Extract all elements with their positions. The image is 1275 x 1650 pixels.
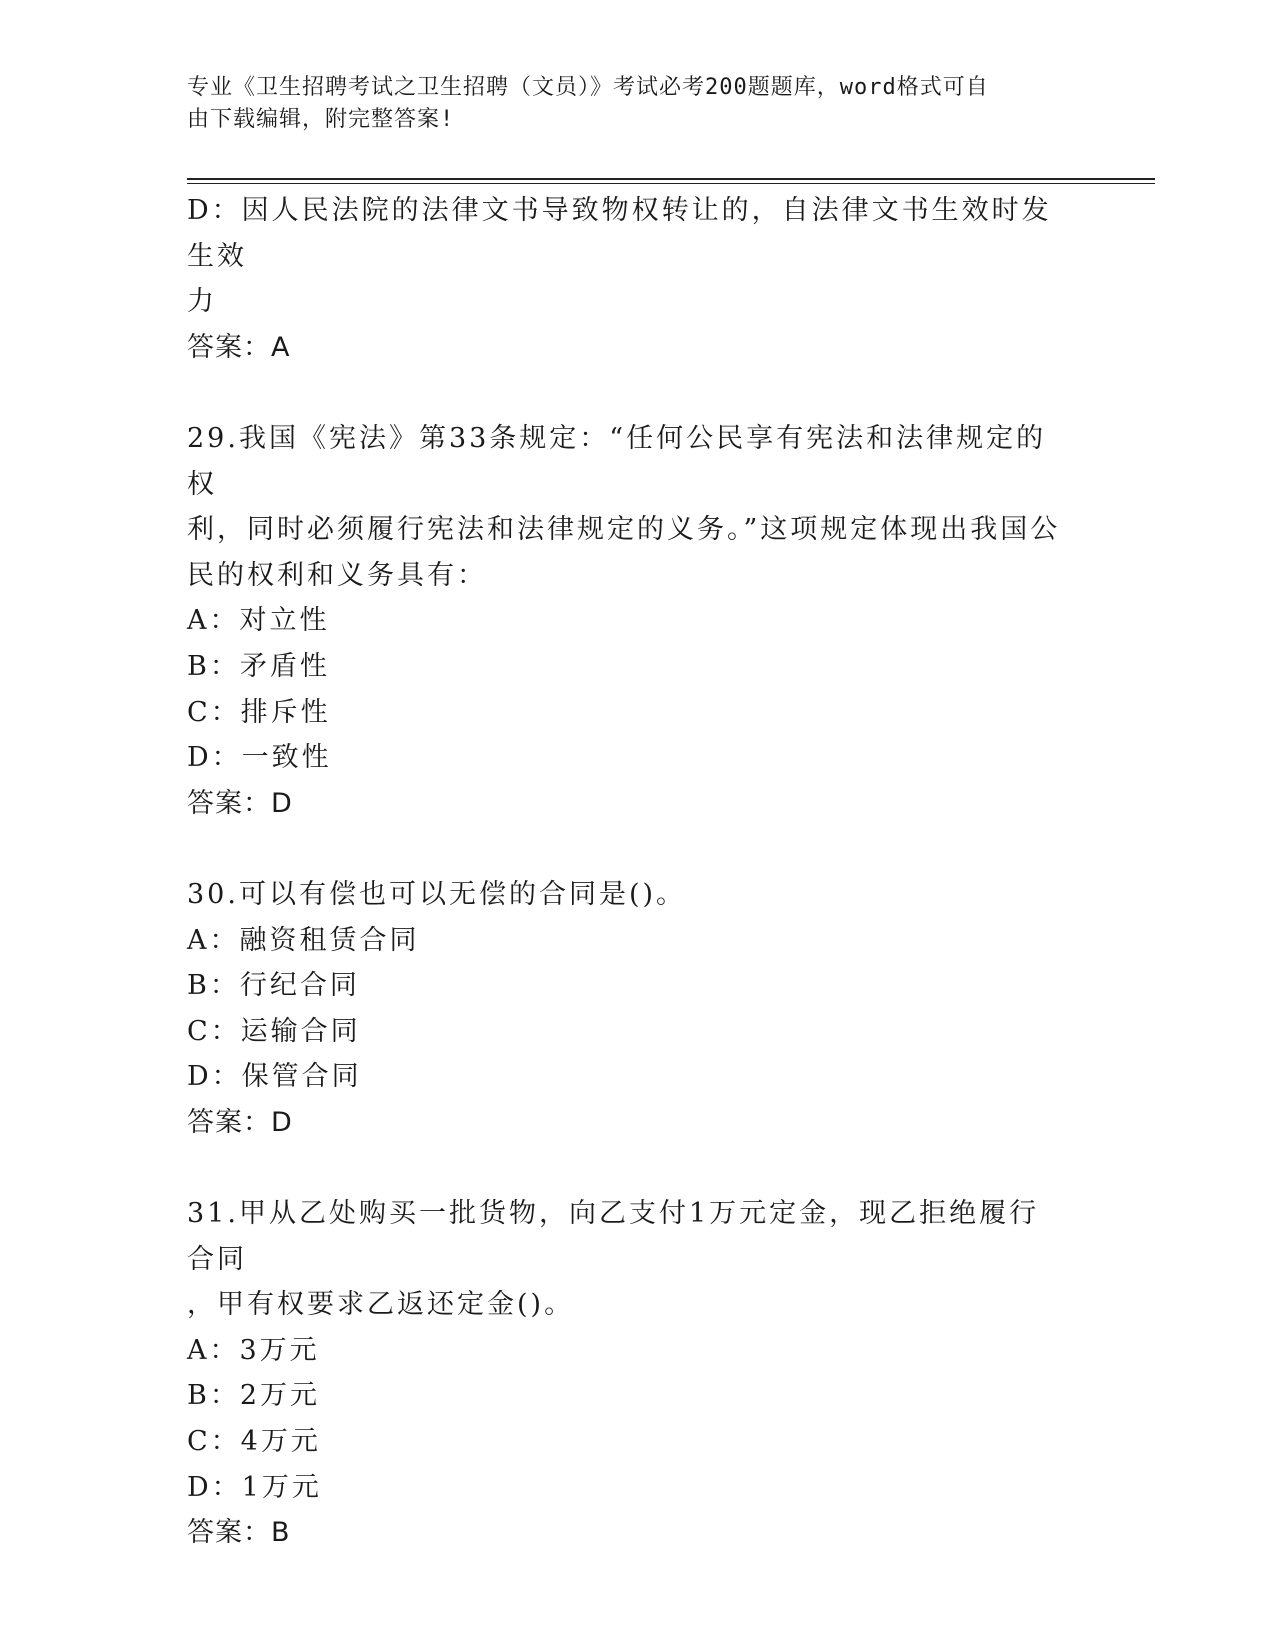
answer: 答案：A <box>187 331 291 363</box>
option-d: D：一致性 <box>187 742 332 774</box>
question-text: 31.甲从乙处购买一批货物，向乙支付1万元定金，现乙拒绝履行合同 <box>187 1198 1040 1275</box>
question-29 <box>187 416 1067 826</box>
option-c: C：排斥性 <box>187 696 331 728</box>
answer: 答案：D <box>187 787 293 819</box>
option-d-continued: 力 <box>187 286 217 318</box>
question-list <box>187 188 1067 1556</box>
answer: 答案：B <box>187 1517 291 1549</box>
question-31 <box>187 1191 1067 1556</box>
option-a: A：3万元 <box>187 1334 320 1366</box>
option-a: A：对立性 <box>187 605 330 637</box>
option-d: D：1万元 <box>187 1471 322 1503</box>
option-b: B：矛盾性 <box>187 650 330 682</box>
answer: 答案：D <box>187 1106 293 1138</box>
option-d: D：保管合同 <box>187 1061 362 1093</box>
question-30 <box>187 872 1067 1146</box>
spacer <box>187 1145 1067 1191</box>
option-a: A：融资租赁合同 <box>187 924 420 956</box>
header-line-2: 由下载编辑，附完整答案! <box>187 107 455 132</box>
question-text: 30.可以有偿也可以无偿的合同是()。 <box>187 878 687 910</box>
option-b: B：行纪合同 <box>187 970 360 1002</box>
question-text: ，甲有权要求乙返还定金()。 <box>187 1289 575 1321</box>
option-c: C：运输合同 <box>187 1015 361 1047</box>
header-divider-thick <box>187 178 1155 180</box>
spacer <box>187 370 1067 416</box>
question-text: 民的权利和义务具有： <box>187 559 487 591</box>
question-28-tail <box>187 188 1067 370</box>
option-b: B：2万元 <box>187 1380 321 1412</box>
header-divider-thin <box>187 183 1155 184</box>
spacer <box>187 826 1067 872</box>
question-text: 29.我国《宪法》第33条规定：“任何公民享有宪法和法律规定的权 <box>187 422 1047 500</box>
option-c: C：4万元 <box>187 1426 321 1458</box>
header-line-1: 专业《卫生招聘考试之卫生招聘（文员）》考试必考200题题库，word格式可自 <box>187 75 989 100</box>
option-d: D：因人民法院的法律文书导致物权转让的，自法律文书生效时发生效 <box>187 195 1052 272</box>
question-text: 利，同时必须履行宪法和法律规定的义务。”这项规定体现出我国公 <box>187 514 1061 546</box>
document-header <box>187 72 1067 136</box>
